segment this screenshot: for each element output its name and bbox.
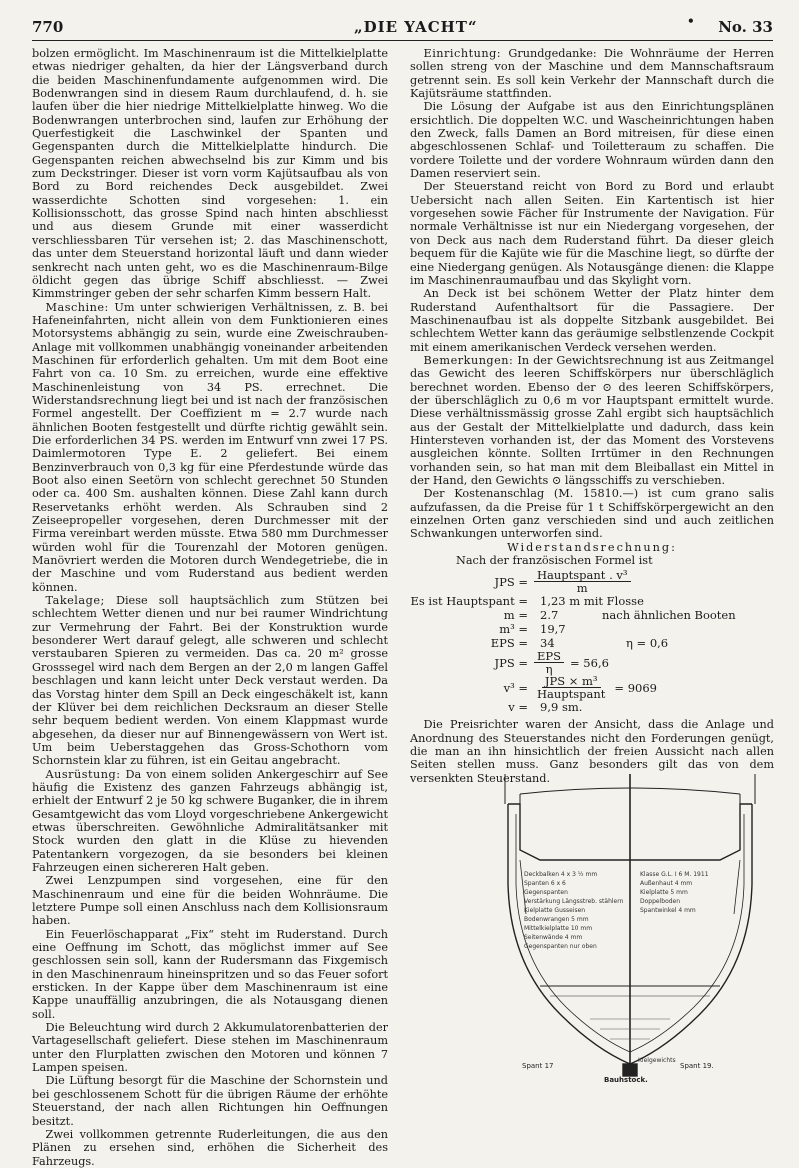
right-column [410,47,774,785]
drawing-notes-right [640,871,709,914]
frame-label-left: Spant 17 [522,1062,554,1070]
issue-number: No. 33 [718,18,773,36]
formula-row: EPS = 34 η = 0,6 [490,636,669,651]
svg-text:Spantwinkel 4 mm: Spantwinkel 4 mm [640,907,696,914]
magazine-title: „DIE YACHT“ [354,18,478,36]
hull-cross-section-svg [480,764,780,1084]
calc-intro: Nach der französischen Formel ist [456,554,653,568]
paragraph: Ausrüstung: Da von einem soliden Ankergeschirr auf See häufig die Existenz des ganzen Fahrzeugs abhängig ist, erhielt der Entwurf 2 je 50 kg schwere Buganker, die in ihrem Gesamtgewicht das vom Lloyd vorgeschriebene Ankergewicht etwas überschreiten. Gewöhnliche Admiralitätsanker mit Stock wurden den glatt in die Klüse zu hievenden Patentankern vorgezogen, da sie besonders bei kleinen Fahrzeugen einen sichereren Halt geben. [32,767,388,874]
drawing-notes-left [524,871,624,950]
paragraph: Ein Feuerlöschapparat „Fix“ steht im Ruderstand. Durch eine Oeffnung im Schott, das möglichst immer auf See geschlossen sein soll, kann der Rudersmann das Fixgemisch in den Maschinenraum hineinspritzen und so das Feuer sofort ersticken. In der Kappe über dem Maschinenraum ist eine Kappe unauffällig anzubringen, die als Notausgang dienen soll. [32,927,388,1021]
paragraph: Zwei vollkommen getrennte Ruderleitungen, die aus den Plänen zu ersehen sind, erhöhen die Sicherheit des Fahrzeugs. [32,1127,388,1168]
svg-text:Seitenwände 4 mm: Seitenwände 4 mm [524,934,583,941]
keel-label: Bauhstock. [604,1076,648,1084]
formula-row: m³ = 19,7 [499,622,566,637]
paragraph: Bemerkungen: In der Gewichtsrechnung ist aus Zeitmangel das Gewicht des leeren Schiffskörpers nur überschläglich berechnet worden. Ebenso der ⊙ des leeren Schiffskörpers, der überschläglich zu 0,6 m vor Hauptspant ermittelt wurde. Diese verhältnissmässig grosse Zahl ergibt sich hauptsächlich aus der Gestalt der Mittelkielplatte und dadurch, dass kein Hintersteven vorhanden ist, der das Moment des Vorstevens ausgleichen könnte. Sollten Irrtümer in den Rechnungen vorhanden sein, so hat man mit dem Bleiballast ein Mittel in der Hand, den Gewichts ⊙ längsschiffs zu verschieben. [410,353,774,487]
hull-section-drawing [480,764,780,1084]
formula-row: v³ = $\frac{\text{JPS × m³}}{\text{Hauptspant}}$ = 9069 [503,674,657,702]
svg-text:Kielplatte 5 mm: Kielplatte 5 mm [640,889,688,896]
paragraph: Die Lösung der Aufgabe ist aus den Einrichtungsplänen ersichtlich. Die doppelten W.C. und Wascheinrichtungen haben den Zweck, falls Damen an Bord mitreisen, für diese einen abgeschlossenen Schlaf- und Toiletteraum zu schaffen. Die vordere Toilette und der vordere Wohnraum würden dann den Damen reserviert sein. [410,100,774,181]
svg-text:Doppelboden: Doppelboden [640,898,681,905]
paragraph: Die Preisrichter waren der Ansicht, dass die Anlage und Anordnung des Steuerstandes nicht den Forderungen genügt, die man an ihn hinsichtlich der freien Aussicht nach allen Seiten stellen muss. Ganz besonders gilt das von dem versenkten Steuerstand. [410,718,774,785]
paragraph: Der Kostenanschlag (M. 15810.—) ist cum grano salis aufzufassen, da die Preise für 1 t Schiffskörpergewicht an den einzelnen Orten ganz verschieden sind und auch zeitlichen Schwankungen unterworfen sind. [410,487,774,541]
paragraph: An Deck ist bei schönem Wetter der Platz hinter dem Ruderstand Aufenthaltsort für die Passagiere. Der Maschinenaufbau ist als doppelte Sitzbank ausgebildet. Bei schlechtem Wetter kann das geräumige selbstlenzende Cockpit mit einem amerikanischen Verdeck versehen werden. [410,287,774,354]
formula-row: JPS = $\frac{\text{Hauptspant . v³}}{m}$ [410,569,774,594]
formula-row: JPS = $\frac{\text{EPS}}{\eta}$ = 56,6 [494,649,609,677]
formula-row: m = 2.7 nach ähnlichen Booten [503,608,736,623]
paragraph: Maschine: Um unter schwierigen Verhältnissen, z. B. bei Hafeneinfahrten, nicht allein von dem Funktionieren eines Motorsystems abhängig zu sein, wurde eine Zweischrauben-Anlage mit vollkommen unabhängig voneinander arbeitenden Maschinen für erforderlich gehalten. Um mit dem Boot eine Fahrt von ca. 10 Sm. zu erreichen, wurde eine effektive Maschinenleistung von 34 PS. errechnet. Die Widerstandsrechnung liegt bei und ist nach der französischen Formel angestellt. Der Coeffizient m = 2.7 wurde nach ähnlichen Booten festgestellt und dürfte richtig gewählt sein. Die erforderlichen 34 PS. werden im Entwurf vnn zwei 17 PS. Daimlermotoren Type E. 2 geliefert. Bei einem Benzinverbrauch von 0,3 kg für eine Pferdestunde würde das Boot also einen Seetörn von schlecht gerechnet 50 Stunden oder ca. 400 Sm. aushalten können. Diese Zahl kann durch Reservetanks erhöht werden. Als Schrauben sind 2 Zeiseepropeller vorgesehen, deren Durchmesser mit der Firma vereinbart werden müsste. Etwa 580 mm Durchmesser würden wohl für die Tourenzahl der Motoren genügen. Manövriert werden die Motoren durch Wendegetriebe, die in der Maschine und vom Ruderstand aus bedient werden können. [32,300,388,594]
formula-row: Es ist Hauptspant = 1,23 m mit Flosse [410,594,644,609]
svg-text:Bodenwrangen 5 mm: Bodenwrangen 5 mm [524,916,589,923]
paragraph: Die Lüftung besorgt für die Maschine der Schornstein und bei geschlossenem Schott für die übrigen Räume der erhöhte Steuerstand, der nach allen Richtungen hin Oeffnungen besitzt. [32,1074,388,1128]
paragraph: Zwei Lenzpumpen sind vorgesehen, eine für den Maschinenraum und eine für die beiden Wohnräume. Die letztere Pumpe soll einen Anschluss nach dem Kollisionsraum haben. [32,874,388,928]
paragraph: Takelage; Diese soll hauptsächlich zum Stützen bei schlechtem Wetter dienen und nur bei raumer Windrichtung zur Vermehrung der Fahrt. Bei der Konstruktion wurde besonderer Wert darauf gelegt, alle schweren und schlecht verstaubaren Spieren zu vermeiden. Das ca. 20 m² grosse Grosssegel wird nach dem Bergen an der 2,0 m langen Gaffel beschlagen und kann leicht unter Deck verstaut werden. Da das Vorstag hinter dem Spill an Deck eingeschäkelt ist, kann der Klüver bei dem reichlichen Decksraum an dieser Stelle sehr bequem bedient werden. Von einem Klappmast wurde abgesehen, da dieser nur auf Binnengewässern von Wert ist. Um beim Ueberstaggehen das Gross-Schothorn vom Schornstein klar zu führen, ist ein Geitau angebracht. [32,594,388,768]
paragraph: bolzen ermöglicht. Im Maschinenraum ist die Mittelkielplatte etwas niedriger gehalten, da hier der Längsverband durch die beiden Maschinenfundamente aufgenommen wird. Die Bodenwrangen sind in diesem Raum durchlaufend, d. h. sie laufen über die hier niedrige Mittelkielplatte hinweg. Wo die Bodenwrangen unterbrochen sind, laufen zur Erhöhung der Querfestigkeit die Laschwinkel der Spanten und Gegenspanten durch die Mittelkielplatte hindurch. Die Gegenspanten reichen abwechselnd bis zur Kimm und bis zum Deckstringer. Dieser ist vorn vorm Kajütsaufbau als von Bord zu Bord reichendes Deck ausgebildet. Zwei wasserdichte Schotten sind vorgesehen: 1. ein Kollisionsschott, das grosse Spind nach hinten abschliesst und aus diesem Grunde mit einer wasserdicht verschliessbaren Tür versehen ist; 2. das Maschinenschott, das unter dem Steuerstand horizontal läuft und dann wieder senkrecht nach unten geht, wo es die Maschinenraum-Bilge öldicht gegen das übrige Schiff abschliesst. — Zwei Kimmstringer geben der sehr scharfen Kimm bessern Halt. [32,47,388,301]
formula-row: v = 9,9 sm. [508,700,583,715]
paragraph: Der Steuerstand reicht von Bord zu Bord und erlaubt Uebersicht nach allen Seiten. Ein Kartentisch ist hier vorgesehen sowie Fächer für Instrumente der Navigation. Für normale Verhältnisse ist nur ein Niedergang vorgesehen, der von Deck aus nach dem Ruderstand führt. Da dieser gleich bequem für die Kajüte wie für die Maschine liegt, so dürfte der eine Niedergang genügen. Als Notausgänge dienen: die Klappe im Maschinenraumaufbau und das Skylight vorn. [410,180,774,287]
svg-text:Kielplatte Gusseisen: Kielplatte Gusseisen [524,907,586,914]
calc-heading: Widerstandsrechnung: [507,540,677,554]
svg-text:Klasse G.L. I 6 M. 1911: Klasse G.L. I 6 M. 1911 [640,871,709,878]
keel-ballast [623,1064,637,1076]
paragraph: Einrichtung: Grundgedanke: Die Wohnräume der Herren sollen streng von der Maschine und dem Mannschaftsraum getrennt sein. Es soll kein Verkehr der Mannschaft durch die Kajütsräume stattfinden. [410,47,774,101]
header-dot: • [687,14,695,28]
svg-text:Außenhaut 4 mm: Außenhaut 4 mm [640,880,693,887]
left-column [32,47,388,1168]
keel-note: Kielgewichts [638,1057,676,1064]
page-number: 770 [32,18,64,36]
svg-text:Gegenspanten nur oben: Gegenspanten nur oben [524,943,597,950]
frame-label-right: Spant 19. [680,1062,714,1070]
svg-text:Mittelkielplatte 10 mm: Mittelkielplatte 10 mm [524,925,593,932]
svg-text:Deckbalken 4 x 3 ½ mm: Deckbalken 4 x 3 ½ mm [524,871,598,878]
paragraph: Die Beleuchtung wird durch 2 Akkumulatorenbatterien der Vartagesellschaft geliefert. Diese stehen im Maschinenraum unter den Flurplatten zwischen den Motoren und können 7 Lampen speisen. [32,1021,388,1075]
resistance-calculation [410,569,774,714]
page-header [32,16,773,40]
svg-text:Gegenspanten: Gegenspanten [524,889,568,896]
svg-text:Spanten 6 x 6: Spanten 6 x 6 [524,880,566,887]
svg-text:Verstärkung Längsstreb. stähle: Verstärkung Längsstreb. stählern [524,898,624,905]
header-rule [32,40,773,41]
